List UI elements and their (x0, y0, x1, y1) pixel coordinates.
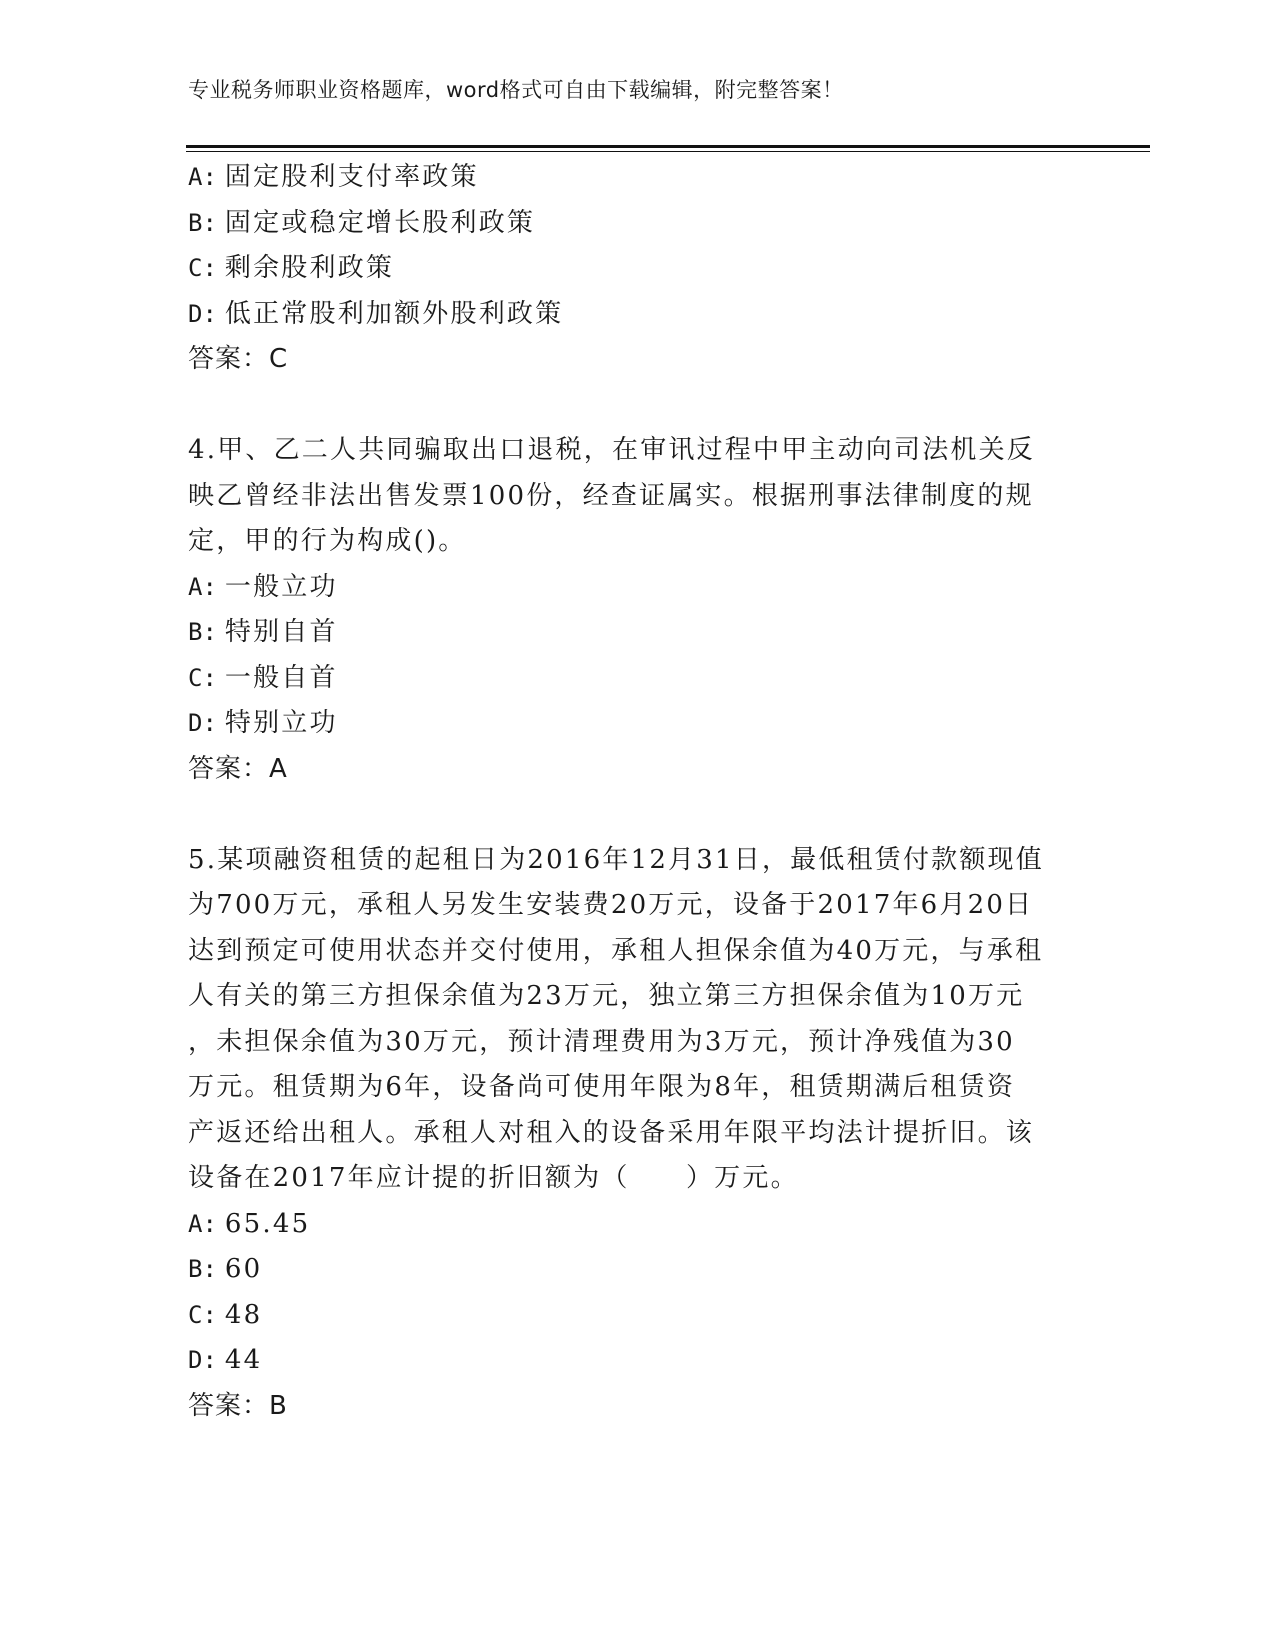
header-rule-thick (186, 145, 1150, 148)
question-stem-line: 4.甲、乙二人共同骗取出口退税，在审讯过程中甲主动向司法机关反 (188, 435, 1036, 465)
option-a: A: 65.45 (188, 1208, 311, 1239)
answer-line: 答案：A (188, 753, 288, 784)
answer-line: 答案：C (188, 344, 289, 374)
prev-question-options (188, 155, 1068, 383)
question-5 (188, 838, 1068, 1430)
question-stem-line: 映乙曾经非法出售发票100份，经查证属实。根据刑事法律制度的规 (188, 480, 1034, 511)
header-rule-thin (186, 151, 1150, 152)
option-c: C: 一般自首 (188, 662, 338, 693)
question-stem-line: 产返还给出租人。承租人对租入的设备采用年限平均法计提折旧。该 (188, 1117, 1035, 1148)
question-stem-line: 设备在2017年应计提的折旧额为（ ）万元。 (188, 1163, 799, 1193)
page-header: 专业税务师职业资格题库，word格式可自由下载编辑，附完整答案！ (188, 78, 844, 102)
question-stem-line: 达到预定可使用状态并交付使用，承租人担保余值为40万元，与承租 (188, 935, 1044, 966)
question-stem-line: 定，甲的行为构成()。 (188, 526, 467, 556)
option-d: D: 特别立功 (188, 708, 338, 738)
option-b: B: 固定或稳定增长股利政策 (188, 207, 536, 238)
spacer (188, 792, 1068, 838)
option-a: A: 一般立功 (188, 571, 338, 602)
option-a: A: 固定股利支付率政策 (188, 162, 479, 192)
question-4 (188, 428, 1068, 792)
question-stem-line: 人有关的第三方担保余值为23万元，独立第三方担保余值为10万元 (188, 981, 1025, 1011)
option-b: B: 特别自首 (188, 617, 338, 647)
answer-line: 答案：B (188, 1390, 288, 1421)
question-stem-line: 为700万元，承租人另发生安装费20万元，设备于2017年6月20日 (188, 890, 1034, 920)
question-content (188, 155, 1068, 1429)
option-d: D: 44 (188, 1345, 263, 1375)
option-b: B: 60 (188, 1254, 263, 1284)
question-stem-line: 万元。租赁期为6年，设备尚可使用年限为8年，租赁期满后租赁资 (188, 1072, 1016, 1102)
question-stem-line: ，未担保余值为30万元，预计清理费用为3万元，预计净残值为30 (188, 1026, 1015, 1057)
spacer (188, 383, 1068, 429)
question-stem-line: 5.某项融资租赁的起租日为2016年12月31日，最低租赁付款额现值 (188, 844, 1044, 875)
option-c: C: 48 (188, 1299, 263, 1330)
option-d: D: 低正常股利加额外股利政策 (188, 298, 564, 329)
option-c: C: 剩余股利政策 (188, 253, 395, 283)
